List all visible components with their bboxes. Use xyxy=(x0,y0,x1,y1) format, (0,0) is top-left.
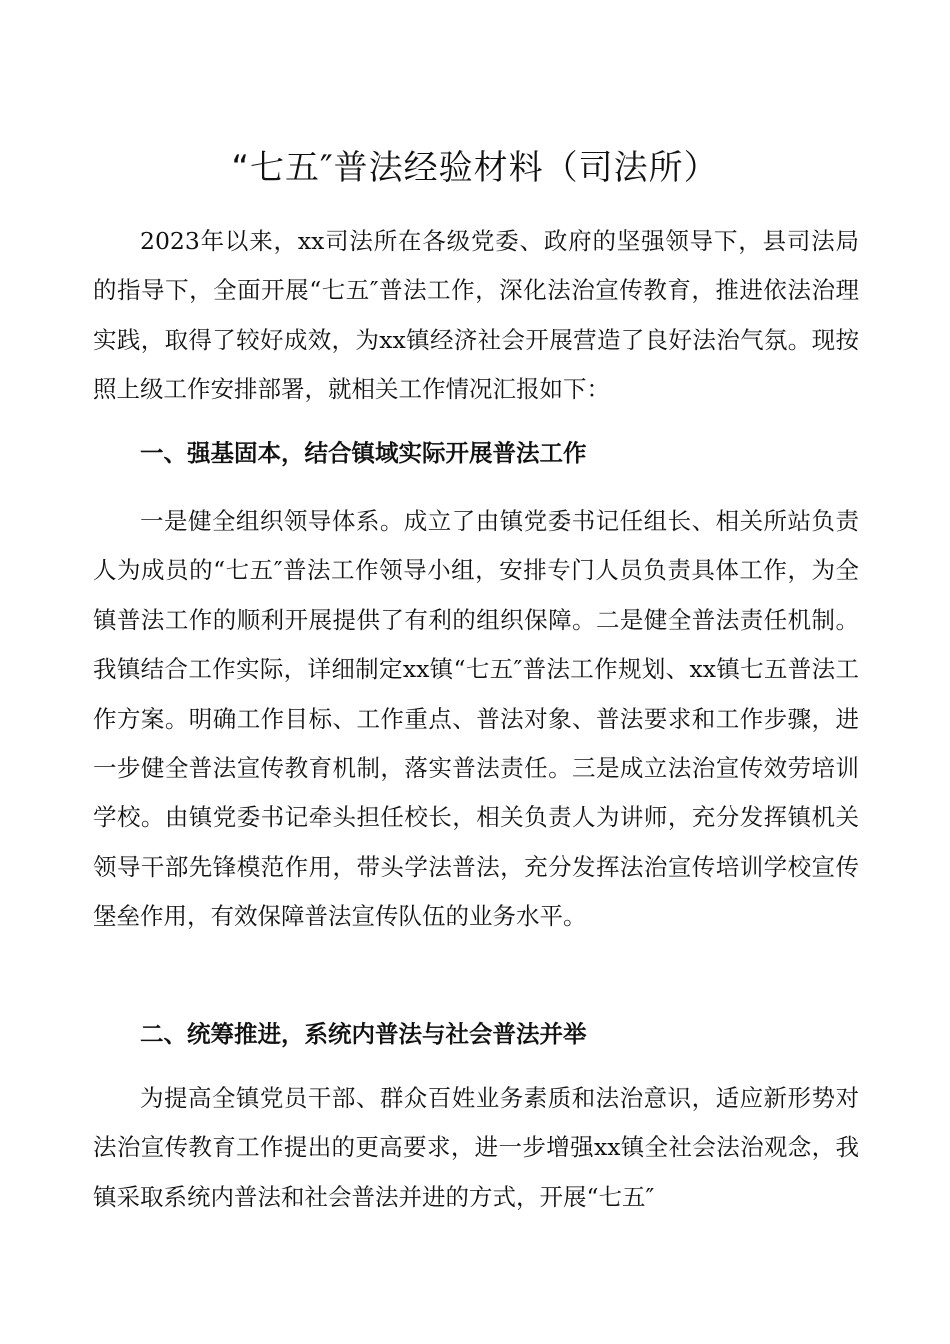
section-paragraph-1: 一是健全组织领导体系。成立了由镇党委书记任组长、相关所站负责人为成员的“七五″普法工作领导小组，安排专门人员负责具体工作，为全镇普法工作的顺利开展提供了有利的组织保障。二是健全普法责任机制。我镇结合工作实际，详细制定xx镇“七五″普法工作规划、xx镇七五普法工作方案。明确工作目标、工作重点、普法对象、普法要求和工作步骤，进一步健全普法宣传教育机制，落实普法责任。三是成立法治宣传效劳培训学校。由镇党委书记牵头担任校长，相关负责人为讲师，充分发挥镇机关领导干部先锋模范作用，带头学法普法，充分发挥法治宣传培训学校宣传堡垒作用，有效保障普法宣传队伍的业务水平。 xyxy=(93,507,859,931)
intro-paragraph: 2023年以来，xx司法所在各级党委、政府的坚强领导下，县司法局的指导下，全面开展“七五″普法工作，深化法治宣传教育，推进依法治理实践，取得了较好成效，为xx镇经济社会开展营造了良好法治气氛。现按照上级工作安排部署，就相关工作情况汇报如下： xyxy=(93,227,859,404)
section-paragraph-2: 为提高全镇党员干部、群众百姓业务素质和法治意识，适应新形势对法治宣传教育工作提出的更高要求，进一步增强xx镇全社会法治观念，我镇采取系统内普法和社会普法并进的方式，开展“七五″ xyxy=(93,1084,859,1211)
document-title: “七五″普法经验材料（司法所） xyxy=(231,148,719,188)
section-heading-1: 一、强基固本，结合镇域实际开展普法工作 xyxy=(140,439,587,467)
section-heading-2: 二、统筹推进，系统内普法与社会普法并举 xyxy=(140,1020,587,1048)
